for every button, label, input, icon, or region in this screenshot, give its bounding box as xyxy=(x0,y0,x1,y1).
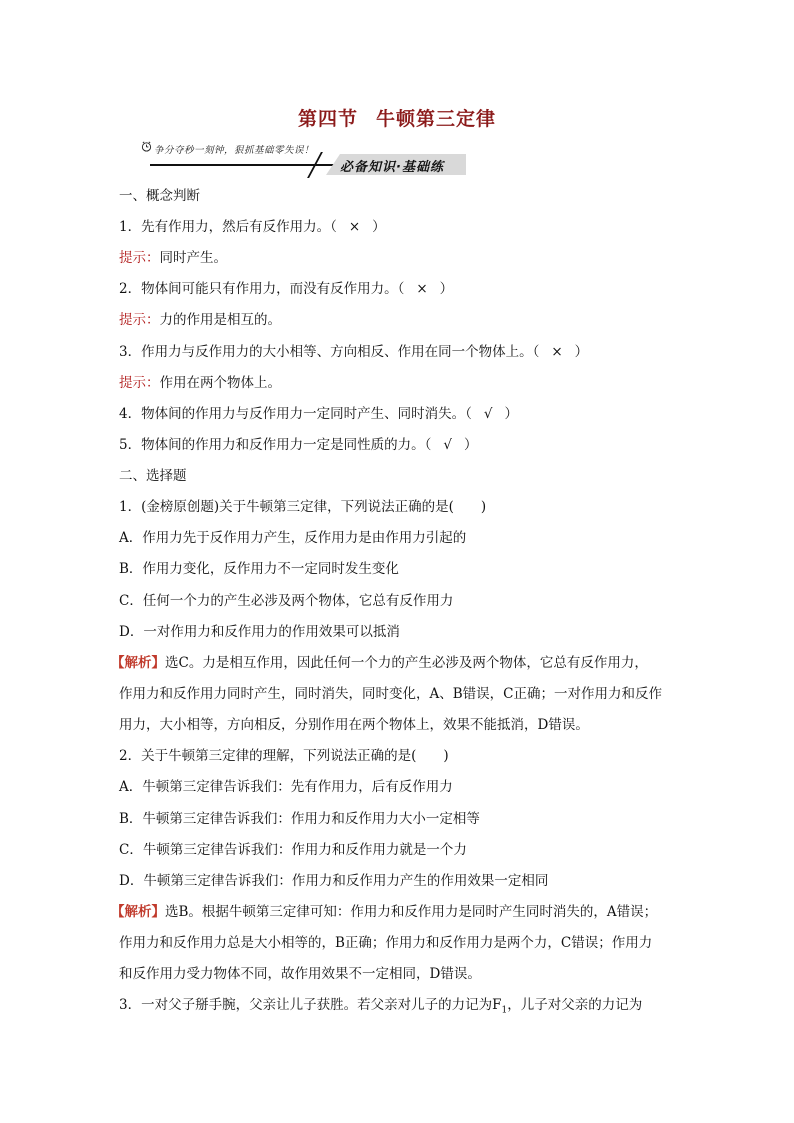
section-banner xyxy=(140,138,470,178)
q2-analysis-line-1: 【解析】选B。根据牛顿第三定律可知：作用力和反作用力是同时产生同时消失的，A错误； xyxy=(111,904,658,920)
part1-heading: 一、概念判断 xyxy=(119,188,200,204)
question-1-stem: 1．(金榜原创题)关于牛顿第三定律，下列说法正确的是( ) xyxy=(119,499,487,515)
q2-analysis-line-3: 和反作用力受力物体不同，故作用效果不一定相同，D错误。 xyxy=(119,966,481,982)
analysis-label: 【解析】 xyxy=(111,904,165,920)
judgement-item-3: 3．作用力与反作用力的大小相等、方向相反、作用在同一个物体上。（ × ） xyxy=(119,344,589,360)
q2-option-d: D．牛顿第三定律告诉我们：作用力和反作用力产生的作用效果一定相同 xyxy=(119,873,549,889)
hint-label: 提示： xyxy=(119,375,160,391)
judgement-item-1: 1．先有作用力，然后有反作用力。（ × ） xyxy=(119,219,386,235)
subscript: 1 xyxy=(501,1005,508,1016)
judgement-item-5: 5．物体间的作用力和反作用力一定是同性质的力。（ √ ） xyxy=(119,437,478,453)
question-3-stem: 3．一对父子掰手腕，父亲让儿子获胜。若父亲对儿子的力记为$F_1$，儿子对父亲的力记为 xyxy=(119,997,643,1016)
hint-2: 提示：力的作用是相互的。 xyxy=(119,312,281,328)
answer-mark: × xyxy=(348,219,361,235)
answer-mark: √ xyxy=(483,406,493,422)
banner-tag: 必备知识·基础练 xyxy=(340,160,444,175)
q2-option-b: B．牛顿第三定律告诉我们：作用力和反作用力大小一定相等 xyxy=(119,811,480,827)
part2-heading: 二、选择题 xyxy=(119,468,187,484)
answer-mark: × xyxy=(551,344,563,360)
hint-label: 提示： xyxy=(119,250,160,266)
judgement-item-2: 2．物体间可能只有作用力，而没有反作用力。（ × ） xyxy=(119,281,454,297)
q1-analysis-line-1: 【解析】选C。力是相互作用，因此任何一个力的产生必涉及两个物体，它总有反作用力， xyxy=(111,655,648,671)
q1-option-a: A．作用力先于反作用力产生，反作用力是由作用力引起的 xyxy=(119,530,467,546)
question-2-stem: 2．关于牛顿第三定律的理解，下列说法正确的是( ) xyxy=(119,748,449,764)
q1-option-d: D．一对作用力和反作用力的作用效果可以抵消 xyxy=(119,624,400,640)
q2-option-a: A．牛顿第三定律告诉我们：先有作用力，后有反作用力 xyxy=(119,779,453,795)
clock-icon xyxy=(141,141,152,152)
q1-analysis-line-2: 作用力和反作用力同时产生，同时消失，同时变化，A、B错误，C正确；一对作用力和反作 xyxy=(119,686,662,702)
q1-option-c: C．任何一个力的产生必涉及两个物体，它总有反作用力 xyxy=(119,593,454,609)
answer-mark: √ xyxy=(443,437,452,453)
analysis-label: 【解析】 xyxy=(111,655,165,671)
q1-analysis-line-3: 用力，大小相等，方向相反，分别作用在两个物体上，效果不能抵消，D错误。 xyxy=(119,717,589,733)
q1-option-b: B．作用力变化，反作用力不一定同时发生变化 xyxy=(119,561,399,577)
section-name: 牛顿第三定律 xyxy=(376,108,497,130)
q2-analysis-line-2: 作用力和反作用力总是大小相等的，B正确；作用力和反作用力是两个力，C错误；作用力 xyxy=(119,935,653,951)
banner-slogan: 争分夺秒一刻钟，狠抓基础零失误！ xyxy=(154,145,315,156)
answer-mark: × xyxy=(416,281,428,297)
judgement-item-4: 4．物体间的作用力与反作用力一定同时产生、同时消失。（ √ ） xyxy=(119,406,518,422)
page-title xyxy=(0,104,794,131)
hint-1: 提示：同时产生。 xyxy=(119,250,227,266)
q2-option-c: C．牛顿第三定律告诉我们：作用力和反作用力就是一个力 xyxy=(119,842,467,858)
hint-3: 提示：作用在两个物体上。 xyxy=(119,375,281,391)
hint-label: 提示： xyxy=(119,312,160,328)
section-number: 第四节 xyxy=(297,108,358,130)
